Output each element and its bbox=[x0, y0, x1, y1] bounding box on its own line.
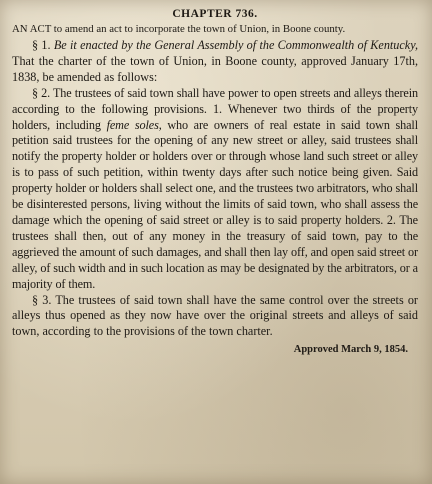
chapter-heading: CHAPTER 736. bbox=[172, 8, 258, 20]
act-title: AN ACT to amend an act to incorporate the town of Union, in Boone county. bbox=[12, 23, 346, 35]
approval-date: Approved March 9, 1854. bbox=[293, 344, 408, 356]
section-2 bbox=[12, 86, 418, 293]
section-1 bbox=[12, 38, 418, 86]
section-2-text-b: who are owners of real estate in said town shall petition said trustees for the opening of any new street or alley, said trustees shall notify the property holder or holders over or through whose land such street or alley is to pass of such petition, within twenty days after such notice being given. Said property holder or holders shall select one, and the trustees two arbitrators, who shall be disinterested persons, living without the limits of said town, who shall assess the damage which the opening of said street or alley is to said property holders. 2. The trustees shall then, out of any money in the treasury of said town, pay to the aggrieved the amount of such damages, and shall then lay off, and open said street or alley, of such width and in such location as may be designated by the arbitrators, or a majority of them. bbox=[12, 117, 418, 291]
feme-soles: feme soles, bbox=[106, 117, 162, 132]
section-3-mark: § 3. bbox=[32, 292, 52, 307]
section-2-text-a: The trustees of said town shall have power to open streets and alleys therein according to the following provisions. 1. Whenever two thirds of the property holders, including bbox=[12, 85, 418, 132]
section-3 bbox=[12, 293, 418, 341]
section-1-text: That the charter of the town of Union, in Boone county, approved January 17th, 1838, be amended as follows: bbox=[12, 53, 418, 84]
enacting-clause: Be it enacted by the General Assembly of the Commonwealth of Kentucky, bbox=[53, 38, 418, 52]
section-1-mark: § 1. bbox=[32, 38, 51, 52]
section-2-mark: § 2. bbox=[32, 85, 51, 100]
section-3-text: The trustees of said town shall have the same control over the streets or alleys thus opened as they now have over the original streets and alleys of said town, according to the provisions of the town charter. bbox=[12, 292, 418, 339]
